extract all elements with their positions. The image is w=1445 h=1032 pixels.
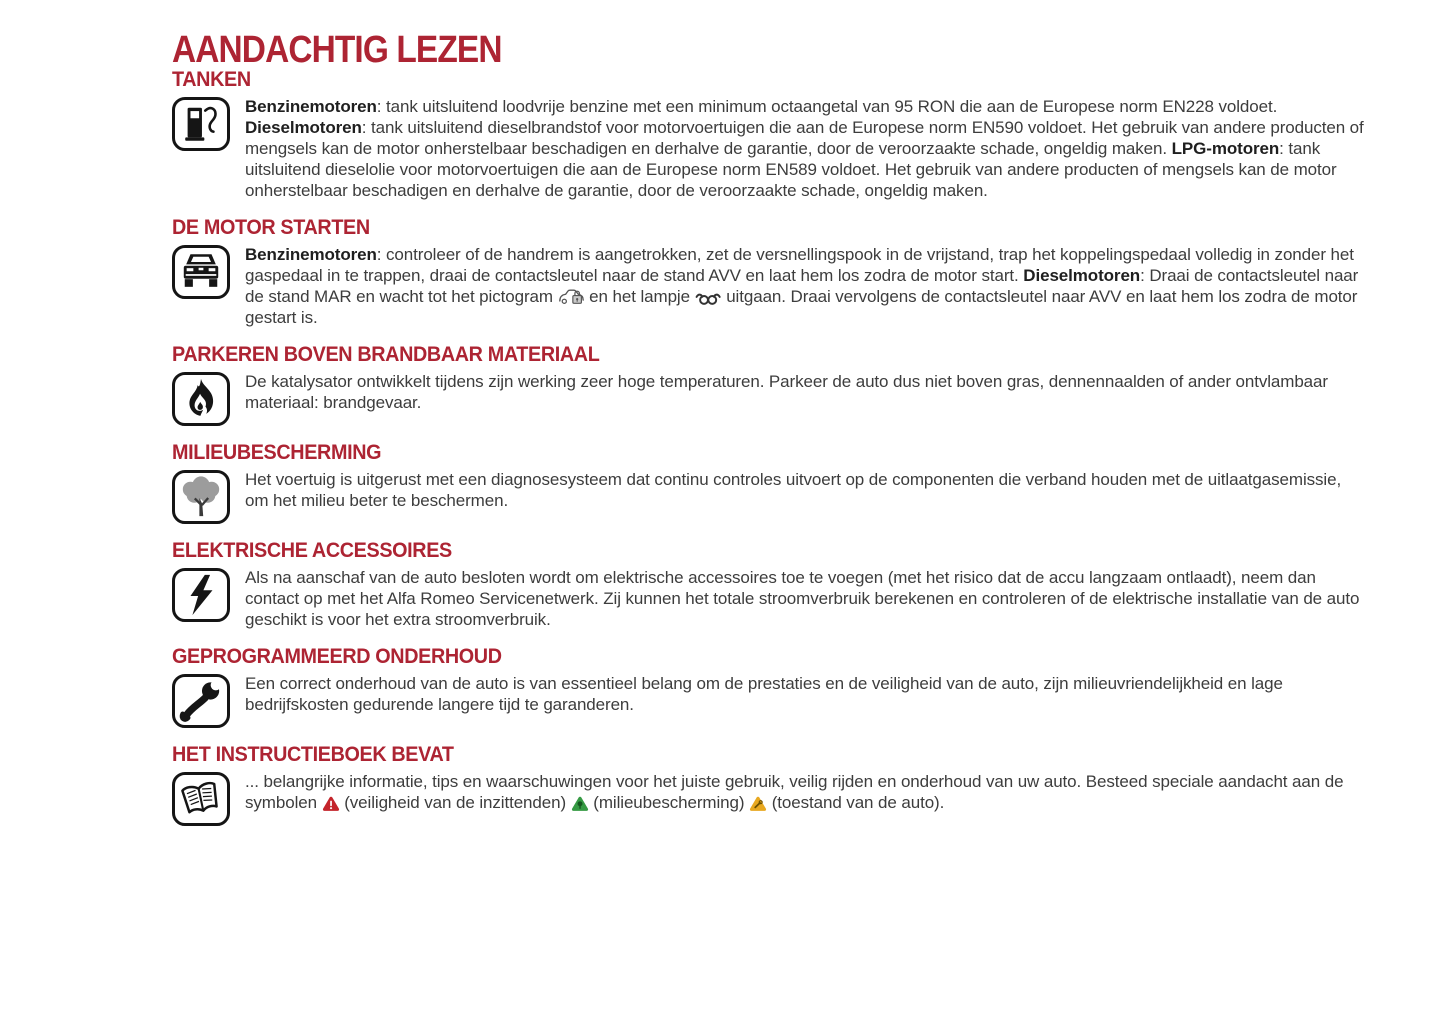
bold-term: Dieselmotoren — [245, 118, 362, 137]
section-text: Benzinemotoren: controleer of de handrem is aangetrokken, zet de versnellingspook in de vrijstand, trap het koppelingspedaal volledig in zonder het gaspedaal in te trappen, draai de contactsleutel naar de stand AVV en laat hem los zodra de motor start. Dieselmotoren: Draai de contactsleutel naar de stand MAR en wacht tot het pictogram en het lampje uitgaan. Draai vervolgens de contactsleutel naar AVV en laat hem los zodra de motor gestart is. — [245, 245, 1359, 327]
section-heading-het-instructieboek-bevat: HET INSTRUCTIEBOEK BEVAT — [172, 742, 454, 766]
section-heading-elektrische-accessoires: ELEKTRISCHE ACCESSOIRES — [172, 538, 452, 562]
flame-icon — [172, 372, 230, 426]
section-heading-parkeren: PARKEREN BOVEN BRANDBAAR MATERIAAL — [172, 342, 600, 366]
bold-term: Benzinemotoren — [245, 245, 377, 264]
section-text: De katalysator ontwikkelt tijdens zijn werking zeer hoge temperaturen. Parkeer de auto dus niet boven gras, dennennaalden of ander ontvlambaar materiaal: brandgevaar. — [245, 372, 1328, 412]
fuel-pump-icon — [172, 97, 230, 151]
section-de-motor-starten — [172, 216, 1365, 328]
vehicle-condition-triangle-icon — [749, 795, 767, 812]
section-heading-de-motor-starten: DE MOTOR STARTEN — [172, 215, 370, 239]
glow-plug-icon — [695, 292, 722, 306]
section-text: Een correct onderhoud van de auto is van essentieel belang om de prestaties en de veiligheid van de auto, zijn milieuvriendelijkheid en lage bedrijfskosten gedurende langere tijd te garanderen. — [245, 674, 1283, 714]
bold-term: LPG-motoren — [1171, 139, 1280, 158]
section-elektrische-accessoires — [172, 539, 1365, 630]
section-geprogrammeerd-onderhoud — [172, 645, 1365, 728]
section-text: Benzinemotoren: tank uitsluitend loodvrije benzine met een minimum octaangetal van 95 RON die aan de Europese norm EN228 voldoet. Dieselmotoren: tank uitsluitend dieselbrandstof voor motorvoertuigen die aan de Europese norm EN590 voldoet. Het gebruik van andere producten of mengsels kan de motor onherstelbaar beschadigen en derhalve de garantie, door de veroorzaakte schade, ongeldig maken. LPG-motoren: tank uitsluitend dieselolie voor motorvoertuigen die aan de Europese norm EN589 voldoet. Het gebruik van andere producten of mengsels kan de motor onherstelbaar beschadigen en derhalve de garantie, door de veroorzaakte schade, ongeldig maken. — [245, 97, 1364, 200]
safety-warning-triangle-icon — [322, 795, 340, 812]
car-front-icon — [172, 245, 230, 299]
page-title: AANDACHTIG LEZEN — [172, 29, 502, 71]
section-text: Het voertuig is uitgerust met een diagnosesysteem dat continu controles uitvoert op de componenten die verband houden met de uitlaatgasemissie, om het milieu beter te beschermen. — [245, 470, 1342, 510]
tree-icon — [172, 470, 230, 524]
section-tanken — [172, 67, 1365, 201]
section-het-instructieboek-bevat — [172, 743, 1365, 826]
section-text: Als na aanschaf van de auto besloten wordt om elektrische accessoires toe te voegen (met het risico dat de accu langzaam ontlaadt), neem dan contact op met het Alfa Romeo Servicenetwerk. Zij kunnen het totale stroomverbruik berekenen en controleren of de elektrische installatie van de auto geschikt is voor het extra stroomverbruik. — [245, 568, 1360, 629]
lightning-icon — [172, 568, 230, 622]
wrench-icon — [172, 674, 230, 728]
section-parkeren-boven-brandbaar-materiaal — [172, 343, 1365, 426]
environment-triangle-icon — [571, 795, 589, 812]
section-milieubescherming — [172, 441, 1365, 524]
bold-term: Benzinemotoren — [245, 97, 377, 116]
section-heading-milieubescherming: MILIEUBESCHERMING — [172, 440, 382, 464]
section-text: ... belangrijke informatie, tips en waarschuwingen voor het juiste gebruik, veilig rijden en onderhoud van uw auto. Besteed speciale aandacht aan de symbolen (veiligheid van de inzittenden) (milieubescherming) (toestand van de auto). — [245, 772, 1344, 812]
section-heading-geprogrammeerd-onderhoud: GEPROGRAMMEERD ONDERHOUD — [172, 644, 502, 668]
section-heading-tanken: TANKEN — [172, 67, 251, 91]
code-warning-light-icon — [558, 287, 585, 306]
open-book-icon — [172, 772, 230, 826]
bold-term: Dieselmotoren — [1023, 266, 1141, 285]
